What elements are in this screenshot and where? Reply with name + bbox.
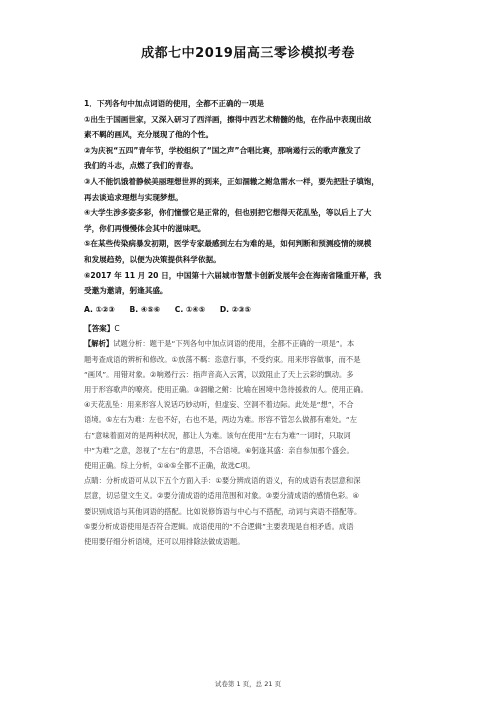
answer-options: [84, 302, 424, 318]
tips-line: 使用要仔细分析语境，还可以用排除法做成语题。: [84, 536, 245, 546]
question-line: 我们的斗志，点燃了我们的青春。: [84, 161, 198, 171]
question-line: ②为庆祝“五四”青年节，学校组织了“国之声”合唱比赛，那响遏行云的歌声激发了: [84, 145, 361, 155]
analysis-line: 用于形容歌声的嘹亮。使用正确。③涸辙之鲋：比喻在困境中急待援救的人。使用正确。: [84, 384, 368, 394]
question-line: ⑤在某些传染病暴发初期，医学专家最感到左右为难的是，如何判断和预测疫情的规模: [84, 239, 372, 249]
answer-label: 【答案】: [84, 324, 115, 334]
answer-line: [84, 321, 424, 336]
tips-line: ⑤要分析成语使用是否符合逻辑。成语使用的“不合逻辑”主要表现是自相矛盾。成语: [84, 521, 354, 531]
analysis-line: 语境。⑤左右为难：左也不好，右也不是，两边为难。形容不管怎么做都有难处。“左: [84, 415, 358, 425]
analysis-line: [84, 336, 424, 351]
page-footer: 试卷第 1 页，总 21 页: [214, 680, 282, 688]
option-b: B. ④⑤⑥: [129, 304, 161, 314]
analysis-line: ④天花乱坠：用来形容人说话巧妙动听，但虚妄、空洞不着边际。此处是“想”，不合: [84, 400, 354, 410]
question-line: ⑥2017 年 11 月 20 日，中国第十六届城市智慧卡创新发展年会在海南省隆重开幕，我: [84, 270, 382, 280]
option-c: C. ①④⑤: [174, 304, 206, 314]
tips-line: 点睛：分析成语可从以下五个方面入手：①要分辨成语的语义，有的成语有表层意和深: [84, 476, 361, 486]
question-line: 受邀为邀请，躬逢其盛。: [84, 286, 168, 296]
analysis-label: 【解析】: [84, 339, 114, 349]
analysis-line: 右”意味着面对的是两种状况，都让人为难。该句在使用“左右为难”一词时，只取词: [84, 430, 351, 440]
question-line: 学，你们再慢慢体会其中的滋味吧。: [84, 223, 206, 233]
document-title: 成都七中2019届高三零诊模拟考卷: [141, 46, 355, 61]
analysis-line: 题考查成语的辨析和修改。①放荡不羁：恣意行事，不受约束。用来形容做事，而不是: [84, 354, 361, 364]
analysis-line: “画风”。用错对象。②响遏行云：指声音高入云霄，以致阻止了天上云彩的飘动。多: [84, 369, 354, 379]
question-line: 和发展趋势，以便为决策提供科学依据。: [84, 254, 221, 264]
tips-line: 要识别成语与其他词语的搭配。比如说修饰语与中心与不搭配，动词与宾语不搭配等。: [84, 506, 362, 516]
analysis-line: 使用正确。综上分析，①④⑤全都不正确，故选C项。: [84, 460, 255, 470]
question-line: 素不羁的画风，充分展现了他的个性。: [84, 130, 214, 140]
question-line: 再去谈追求理想与实现梦想。: [84, 192, 183, 202]
option-a: A. ①②③: [84, 304, 115, 314]
tips-line: 层意，切忌望文生义。②要分清成语的适用范围和对象。③要分清成语的感情色彩。④: [84, 491, 360, 501]
question-line: 1．下列各句中加点词语的使用，全都不正确的一项是: [84, 99, 264, 108]
question-line: ④大学生涉多姿多彩，你们憧憬它是正常的，但也别把它想得天花乱坠，等以后上了大: [84, 208, 372, 218]
option-d: D. ②③⑤: [219, 304, 251, 314]
question-content: [84, 96, 424, 549]
answer-value: C: [114, 324, 120, 334]
analysis-line: 中“为难”之意，忽视了“左右”的意思，不合语境。⑥躬逢其盛：亲自参加那个盛会。: [84, 445, 354, 455]
analysis-text: 试题分析：题干是“下列各句中加点词语的使用，全都不正确的一项是”。本: [113, 339, 355, 349]
question-line: ①出生于国画世家，又深入研习了西洋画，擦得中西艺术精髓的他，在作品中表现出故: [84, 114, 372, 124]
question-line: ③人不能饥饿着静候美丽理想世界的到来，正如涸辙之鲋急需水一样，要先把肚子填饱，: [84, 176, 379, 186]
